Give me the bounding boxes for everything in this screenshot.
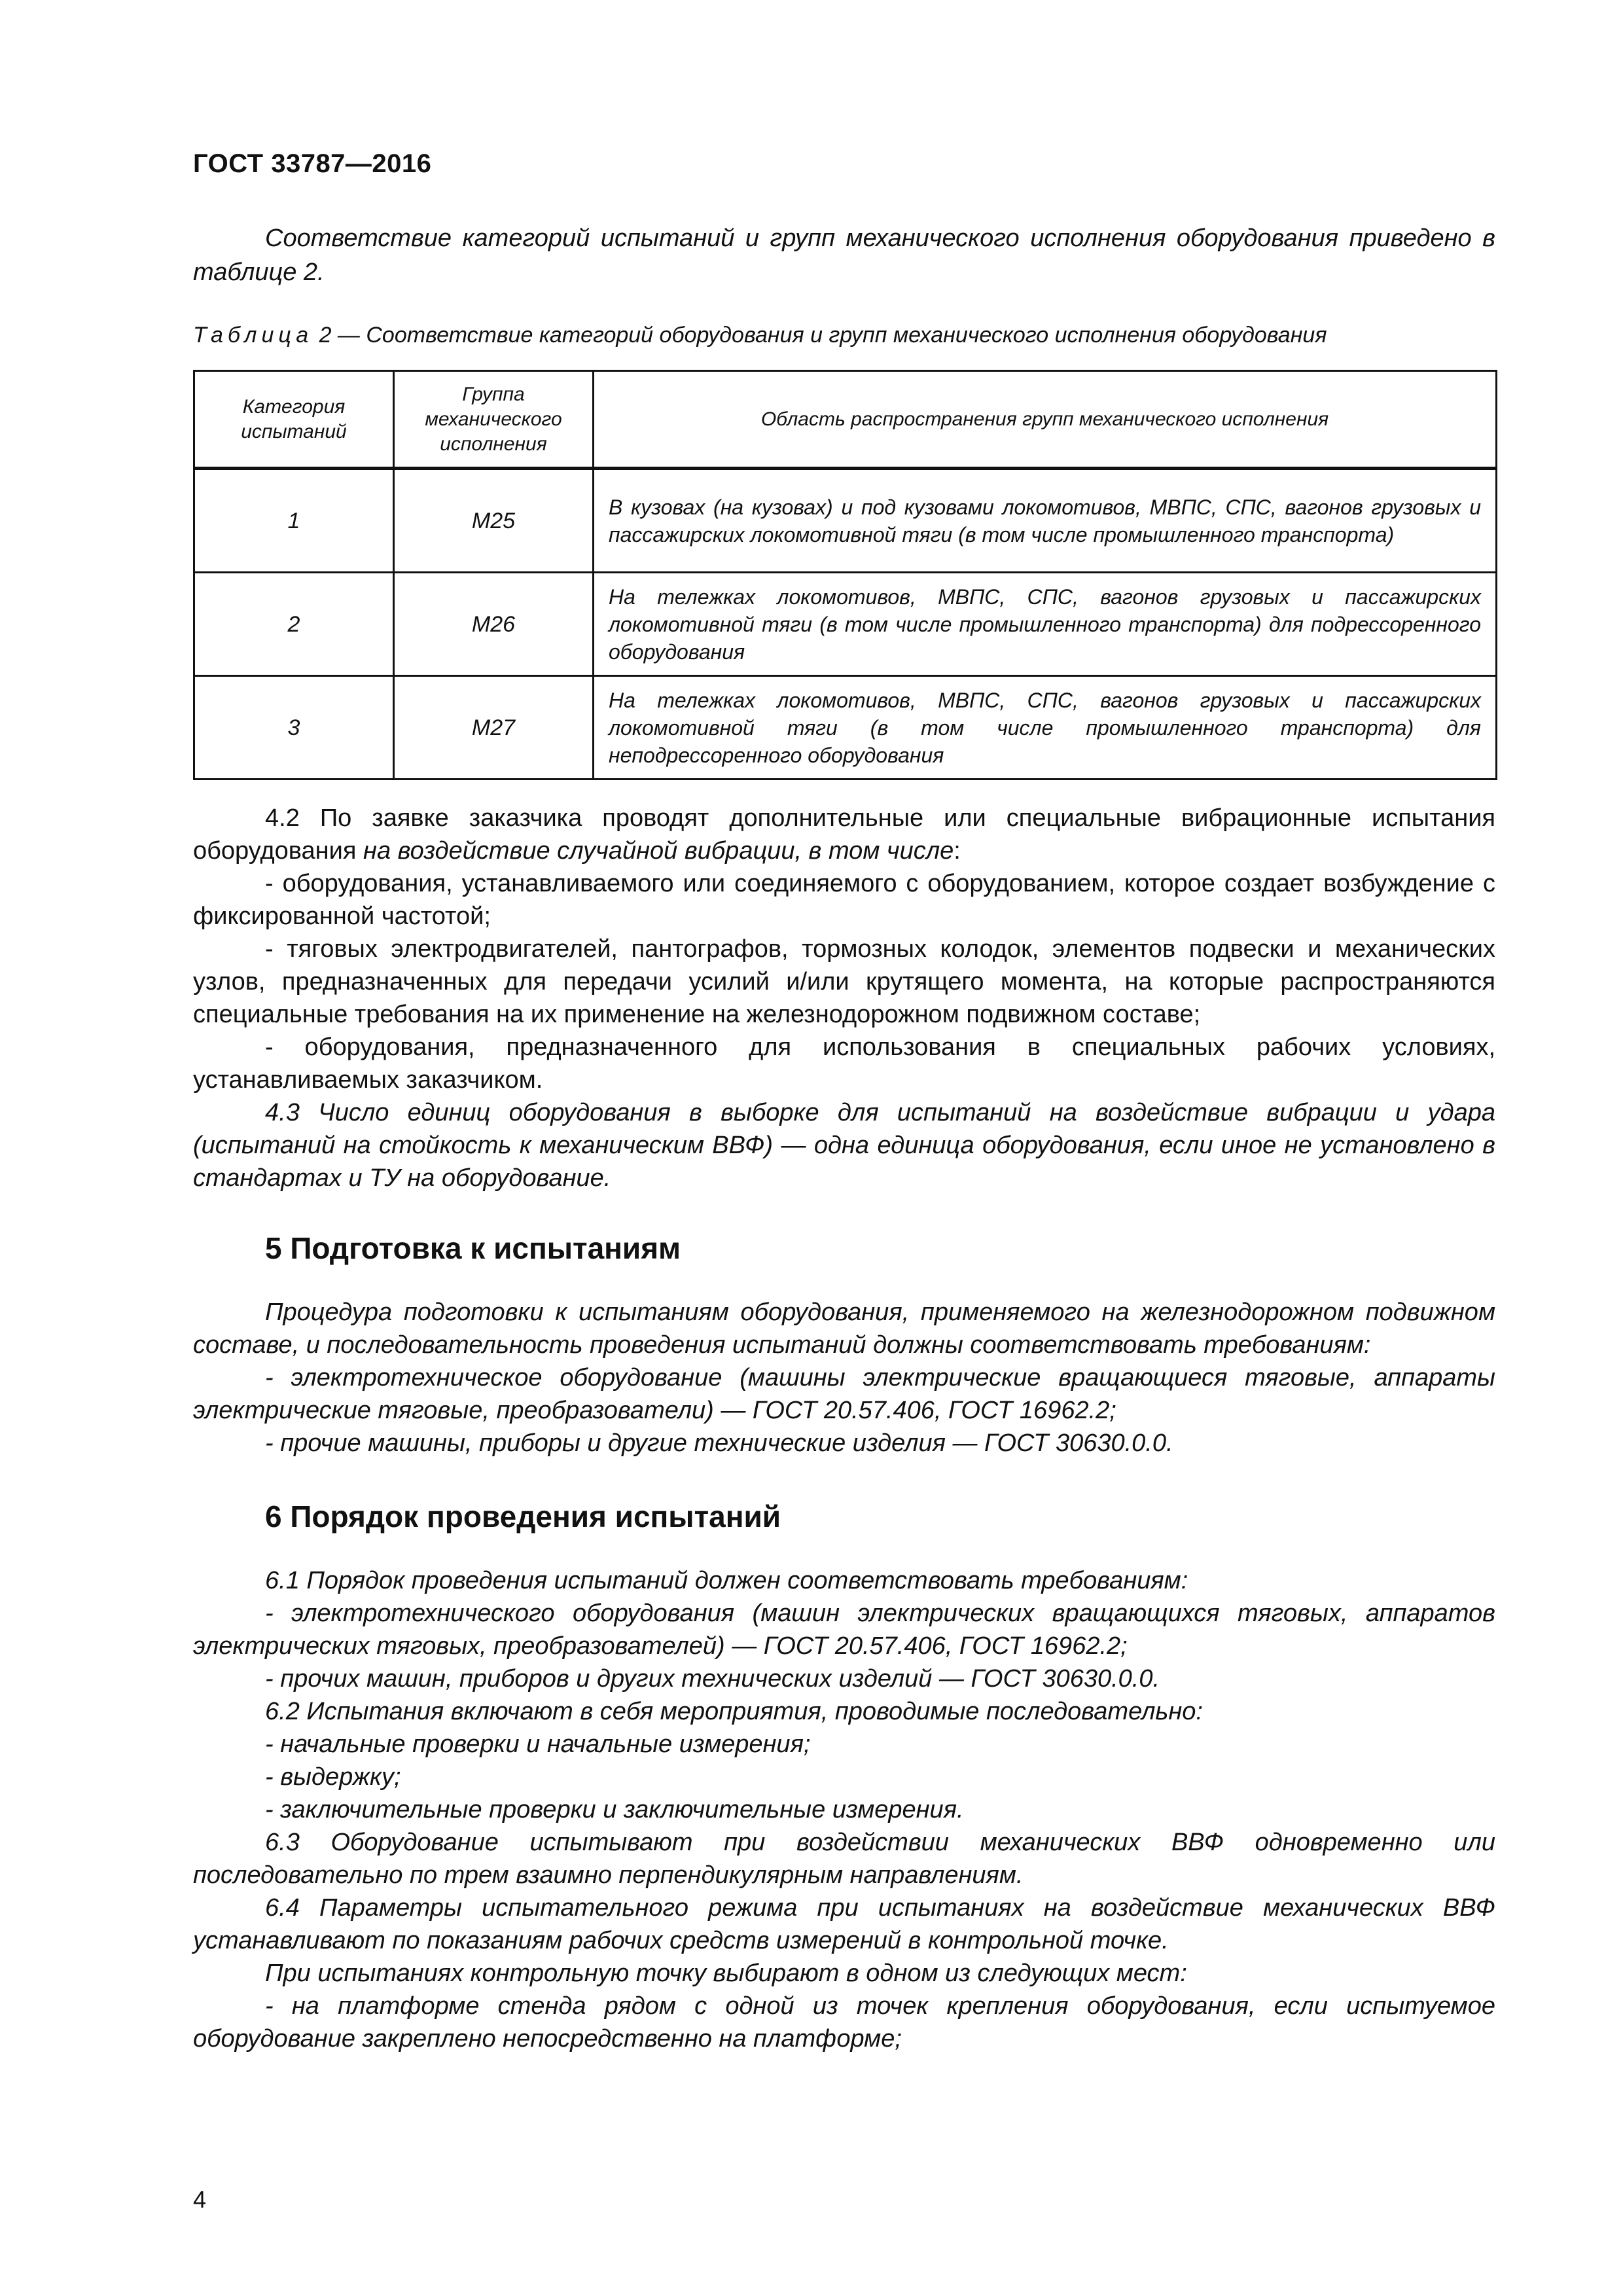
list-item: - электротехнического оборудования (машин электрических вращающихся тяговых, аппаратов электрических тяговых, преобразователей) — ГОСТ 20.57.406, ГОСТ 16962.2; <box>193 1600 1495 1660</box>
cell-group: М27 <box>394 676 594 780</box>
list-item: - прочих машин, приборов и других технических изделий — ГОСТ 30630.0.0. <box>265 1665 1160 1693</box>
header-scope: Область распространения групп механического исполнения <box>594 371 1497 469</box>
section-4-continued <box>193 802 1495 1194</box>
table-caption-label: Таблица <box>193 323 313 348</box>
cell-scope: На тележках локомотивов, МВПС, СПС, вагонов грузовых и пассажирских локомотивной тяги (в том числе промышленного транспорта) для подрессоренного оборудования <box>594 573 1497 676</box>
list-item: - тяговых электродвигателей, пантографов, тормозных колодок, элементов подвески и механических узлов, предназначенных для передачи усилий и/или крутящего момента, на которые распространяются специальные требования на их применение на железнодорожном подвижном составе; <box>193 935 1495 1028</box>
list-item: - выдержку; <box>265 1763 401 1791</box>
cell-category: 2 <box>194 573 394 676</box>
page-number: 4 <box>193 2186 207 2213</box>
section-6-body <box>193 1564 1495 2055</box>
list-item: - электротехническое оборудование (машины электрические вращающиеся тяговые, аппараты электрические тяговые, преобразователи) — ГОСТ 20.57.406, ГОСТ 16962.2; <box>193 1364 1495 1424</box>
cell-scope: В кузовах (на кузовах) и под кузовами локомотивов, МВПС, СПС, вагонов грузовых и пассажирских локомотивной тяги (в том числе промышленного транспорта) <box>594 469 1497 573</box>
paragraph-control-point: При испытаниях контрольную точку выбирают в одном из следующих мест: <box>265 1960 1187 1987</box>
paragraph-4-2: 4.2 По заявке заказчика проводят дополнительные или специальные вибрационные испытания оборудования на воздействие случайной вибрации, в том числе: <box>193 804 1495 865</box>
table-row <box>194 573 1497 676</box>
section-5-heading: 5 Подготовка к испытаниям <box>265 1231 681 1265</box>
table-row <box>194 469 1497 573</box>
intro-paragraph: Соответствие категорий испытаний и групп механического исполнения оборудования приведено в таблице 2. <box>193 224 1495 286</box>
list-item: - начальные проверки и начальные измерения; <box>265 1731 811 1758</box>
cell-group: М25 <box>394 469 594 573</box>
header-category: Категория испытаний <box>194 371 394 469</box>
cell-scope: На тележках локомотивов, МВПС, СПС, вагонов грузовых и пассажирских локомотивной тяги (в том числе промышленного транспорта) для неподрессоренного оборудования <box>594 676 1497 780</box>
paragraph-6-3: 6.3 Оборудование испытывают при воздействии механических ВВФ одновременно или последовательно по трем взаимно перпендикулярным направлениям. <box>193 1829 1495 1889</box>
section-5-body <box>193 1296 1495 1460</box>
paragraph-6-4: 6.4 Параметры испытательного режима при испытаниях на воздействие механических ВВФ устанавливают по показаниям рабочих средств измерений в контрольной точке. <box>193 1894 1495 1954</box>
category-table <box>193 370 1497 780</box>
cell-category: 3 <box>194 676 394 780</box>
paragraph-6-1: 6.1 Порядок проведения испытаний должен соответствовать требованиям: <box>265 1567 1188 1594</box>
paragraph-4-3: 4.3 Число единиц оборудования в выборке для испытаний на воздействие вибрации и удара (испытаний на стойкость к механическим ВВФ) — одна единица оборудования, если иное не установлено в стандартах и ТУ на оборудование. <box>193 1099 1495 1192</box>
list-item: - оборудования, устанавливаемого или соединяемого с оборудованием, которое создает возбуждение с фиксированной частотой; <box>193 870 1495 930</box>
list-item: - оборудования, предназначенного для использования в специальных рабочих условиях, устанавливаемых заказчиком. <box>193 1033 1495 1094</box>
document-id: ГОСТ 33787—2016 <box>193 149 432 178</box>
table-header-row <box>194 371 1497 469</box>
header-group: Группа механического исполнения <box>394 371 594 469</box>
list-item: - заключительные проверки и заключительные измерения. <box>265 1796 964 1823</box>
section-6-heading: 6 Порядок проведения испытаний <box>265 1499 781 1534</box>
paragraph-6-2: 6.2 Испытания включают в себя мероприятия, проводимые последовательно: <box>265 1698 1203 1725</box>
table-caption-text: 2 — Соответствие категорий оборудования и групп механического исполнения оборудования <box>319 323 1327 348</box>
list-item: - на платформе стенда рядом с одной из точек крепления оборудования, если испытуемое оборудование закреплено непосредственно на платформе; <box>193 1992 1495 2053</box>
table-row <box>194 676 1497 780</box>
cell-group: М26 <box>394 573 594 676</box>
cell-category: 1 <box>194 469 394 573</box>
list-item: - прочие машины, приборы и другие технические изделия — ГОСТ 30630.0.0. <box>265 1429 1173 1457</box>
paragraph-5-1: Процедура подготовки к испытаниям оборудования, применяемого на железнодорожном подвижном составе, и последовательность проведения испытаний должны соответствовать требованиям: <box>193 1299 1495 1359</box>
table-caption <box>193 323 1502 348</box>
